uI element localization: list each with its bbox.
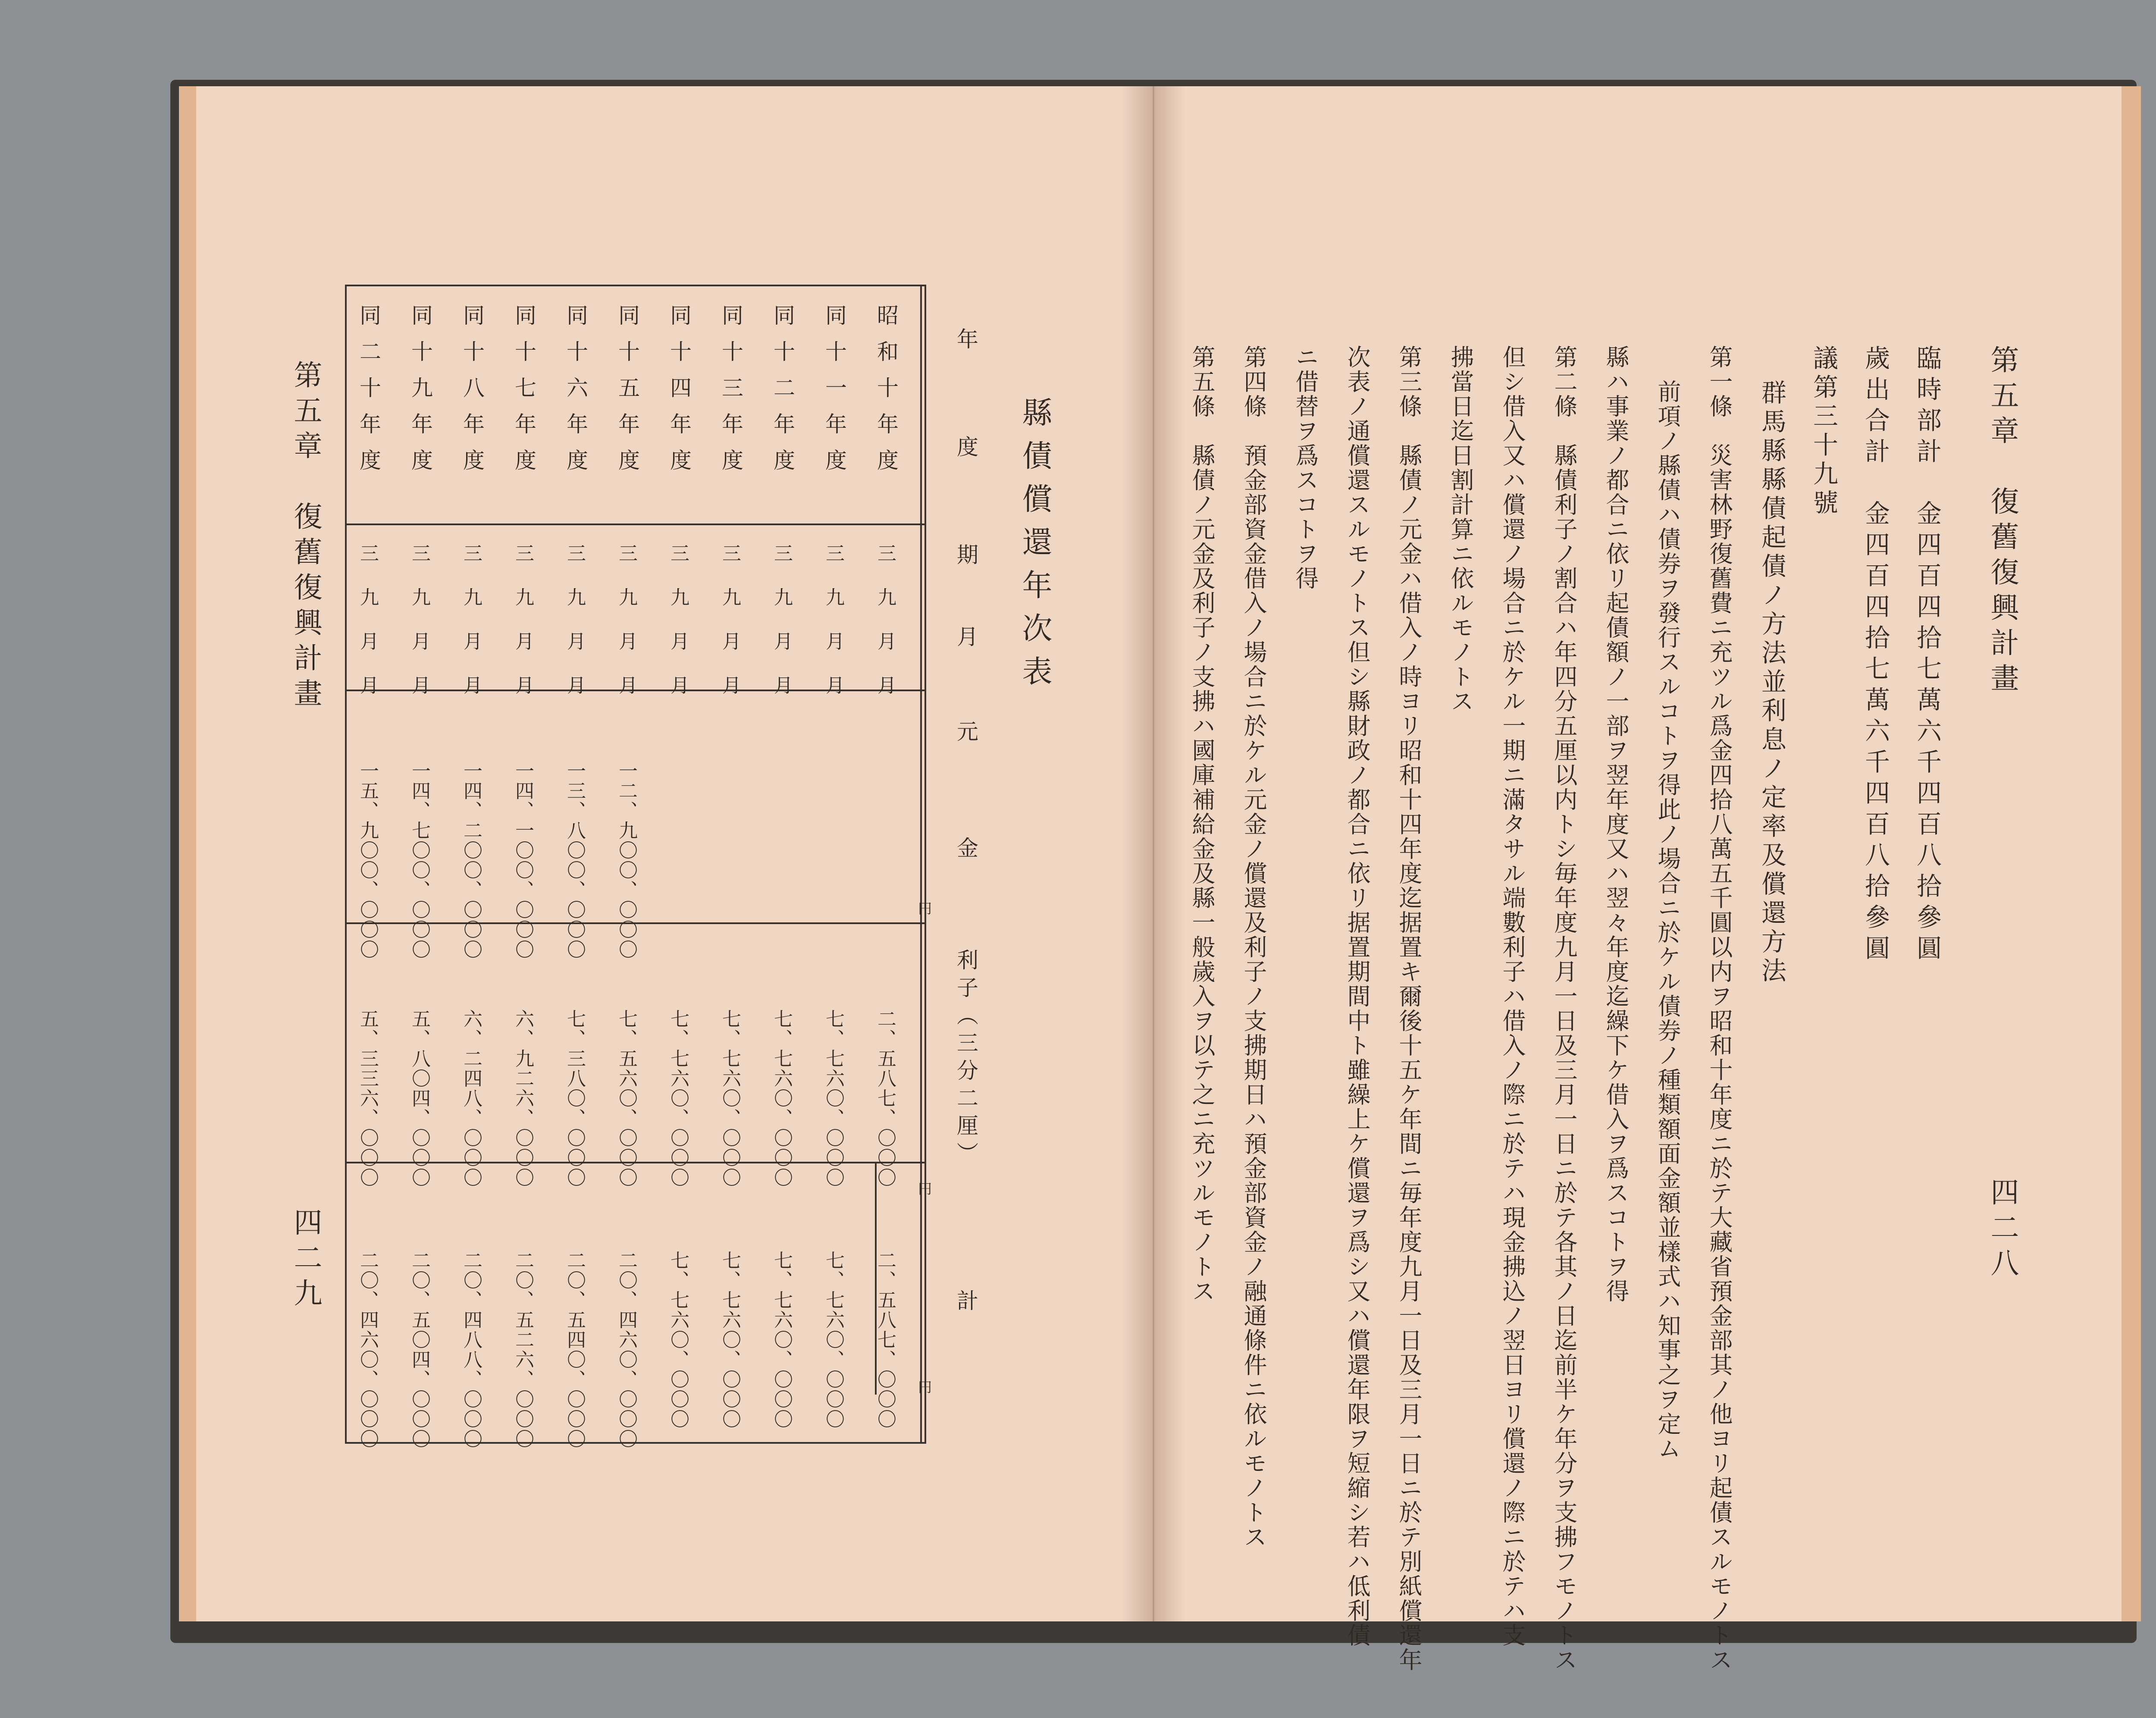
- header-year: 年度: [953, 328, 978, 543]
- row-period: 三九月月: [512, 543, 534, 719]
- text-line: 臨時部計 金四百四拾七萬六千四百八拾參圓: [1912, 345, 1942, 966]
- row-principal: 一二、九〇〇、〇〇〇: [615, 761, 637, 959]
- yen-mark: 円: [916, 1380, 932, 1394]
- row-total: 二〇、五〇四、〇〇〇: [408, 1251, 430, 1449]
- row-total: 七、七六〇、〇〇〇: [771, 1251, 793, 1429]
- right-running-head: 第五章 復舊復興計畫: [1986, 345, 2019, 699]
- header-total: 計: [953, 1289, 978, 1314]
- row-principal: 一四、七〇〇、〇〇〇: [408, 761, 430, 959]
- row-principal: 一三、八〇〇、〇〇〇: [564, 761, 586, 959]
- row-year: 同十一年度: [822, 304, 847, 485]
- row-interest: 七、七六〇、〇〇〇: [719, 1009, 741, 1188]
- row-period: 三九月月: [874, 543, 896, 719]
- row-year: 同十九年度: [408, 304, 433, 485]
- row-interest: 六、二四八、〇〇〇: [460, 1009, 482, 1188]
- right-page: [1153, 86, 2141, 1621]
- text-line: 第五條 縣債ノ元金及利子ノ支拂ハ國庫補給金及縣一般歲入ヲ以テ之ニ充ツルモノトス: [1188, 345, 1216, 1304]
- row-period: 三九月月: [357, 543, 379, 719]
- row-period: 三九月月: [719, 543, 741, 719]
- header-period: 期月: [953, 543, 978, 707]
- row-interest: 七、七六〇、〇〇〇: [667, 1009, 689, 1188]
- row-total: 七、七六〇、〇〇〇: [822, 1251, 844, 1429]
- row-principal: 一五、九〇〇、〇〇〇: [357, 761, 379, 959]
- row-interest: 七、三八〇、〇〇〇: [564, 1009, 586, 1188]
- yen-mark: 円: [916, 1182, 932, 1195]
- row-interest: 五、三三六、〇〇〇: [357, 1009, 379, 1188]
- row-period: 三九月月: [460, 543, 482, 719]
- row-interest: 七、五六〇、〇〇〇: [615, 1009, 637, 1188]
- text-line: 縣ハ事業ノ都合ニ依リ起債額ノ一部ヲ翌年度又ハ翌々年度迄繰下ケ借入ヲ爲スコトヲ得: [1602, 345, 1630, 1304]
- table-title: 縣債償還年次表: [1017, 397, 1053, 699]
- table-rule: [347, 524, 924, 525]
- row-year: 同十六年度: [563, 304, 588, 485]
- row-year: 同二十年度: [356, 304, 381, 485]
- row-year: 同十八年度: [460, 304, 485, 485]
- row-total: 二〇、四八八、〇〇〇: [460, 1251, 482, 1449]
- text-line: 第三條 縣債ノ元金ハ借入ノ時ヨリ昭和十四年度迄据置キ爾後十五ケ年間ニ毎年度九月一日及三月一日ニ於テ別紙償還年: [1395, 345, 1423, 1672]
- row-principal: 一四、二〇〇、〇〇〇: [460, 761, 482, 959]
- text-line: 議第三十九號: [1809, 345, 1838, 518]
- row-interest: 七、七六〇、〇〇〇: [822, 1009, 844, 1188]
- row-year: 同十五年度: [615, 304, 640, 485]
- row-total: 二〇、四六〇、〇〇〇: [357, 1251, 379, 1449]
- text-line: 但シ借入又ハ償還ノ場合ニ於ケル一期ニ滿タサル端數利子ハ借入ノ際ニ於テハ現金拂込ノ翌日ヨリ償還ノ際ニ於テハ支: [1499, 345, 1526, 1648]
- row-period: 三九月月: [615, 543, 637, 719]
- row-period: 三九月月: [822, 543, 844, 719]
- yen-mark: 円: [916, 901, 932, 915]
- row-period: 三九月月: [564, 543, 586, 719]
- row-year: 同十三年度: [718, 304, 743, 485]
- row-principal: 一四、一〇〇、〇〇〇: [512, 761, 534, 959]
- row-total: 七、七六〇、〇〇〇: [719, 1251, 741, 1429]
- text-line: 歲出合計 金四百四拾七萬六千四百八拾參圓: [1861, 345, 1890, 966]
- text-line: 次表ノ通償還スルモノトス但シ縣財政ノ都合ニ依リ据置期間中ト雖繰上ケ償還ヲ爲シ又ハ償還年限ヲ短縮シ若ハ低利債: [1344, 345, 1371, 1648]
- row-period: 三九月月: [667, 543, 689, 719]
- row-year: 同十四年度: [667, 304, 692, 485]
- row-total: 七、七六〇、〇〇〇: [667, 1251, 689, 1429]
- row-total: 二〇、四六〇、〇〇〇: [615, 1251, 637, 1449]
- row-total: 二〇、五四〇、〇〇〇: [564, 1251, 586, 1449]
- text-line: 第一條 災害林野復舊費ニ充ツル爲金四拾八萬五千圓以内ヲ昭和十年度ニ於テ大藏省預金部其ノ他ヨリ起債スルモノトス: [1706, 345, 1733, 1672]
- text-line: 前項ノ縣債ハ債券ヲ發行スルコトヲ得此ノ場合ニ於ケル債券ノ種類額面金額並樣式ハ知事之ヲ定ム: [1654, 379, 1681, 1461]
- header-interest: 利子（三分二厘）: [953, 949, 978, 1169]
- row-year: 同十二年度: [770, 304, 795, 485]
- row-year: 昭和十年度: [874, 304, 899, 485]
- row-year: 同十七年度: [511, 304, 536, 485]
- text-line: 拂當日迄日割計算ニ依ルモノトス: [1447, 345, 1474, 714]
- text-line: 第二條 縣債利子ノ割合ハ年四分五厘以内トシ毎年度九月一日及三月一日ニ於テ各其ノ日迄前半ケ年分ヲ支拂フモノトス: [1551, 345, 1578, 1672]
- row-total: 二、五八七、〇〇〇: [874, 1251, 896, 1429]
- table-rule: [920, 286, 922, 1442]
- row-interest: 六、九二六、〇〇〇: [512, 1009, 534, 1188]
- row-interest: 二、五八七、〇〇〇: [874, 1009, 896, 1188]
- header-principal: 元金: [953, 720, 978, 953]
- right-page-number: 四二八: [1986, 1177, 2019, 1283]
- text-line: ニ借替ヲ爲スコトヲ得: [1292, 345, 1319, 591]
- row-period: 三九月月: [408, 543, 430, 719]
- row-interest: 七、七六〇、〇〇〇: [771, 1009, 793, 1188]
- book-gutter: [1121, 86, 1186, 1621]
- row-period: 三九月月: [771, 543, 793, 719]
- row-interest: 五、八〇四、〇〇〇: [408, 1009, 430, 1188]
- text-line: 第四條 預金部資金借入ノ場合ニ於ケル元金ノ償還及利子ノ支拂期日ハ預金部資金ノ融通條件ニ依ルモノトス: [1240, 345, 1267, 1549]
- text-line: 群馬縣縣債起債ノ方法並利息ノ定率及償還方法: [1757, 379, 1786, 986]
- row-total: 二〇、五二六、〇〇〇: [512, 1251, 534, 1449]
- left-running-head: 第五章 復舊復興計畫: [289, 360, 322, 714]
- left-page-number: 四二九: [289, 1207, 322, 1314]
